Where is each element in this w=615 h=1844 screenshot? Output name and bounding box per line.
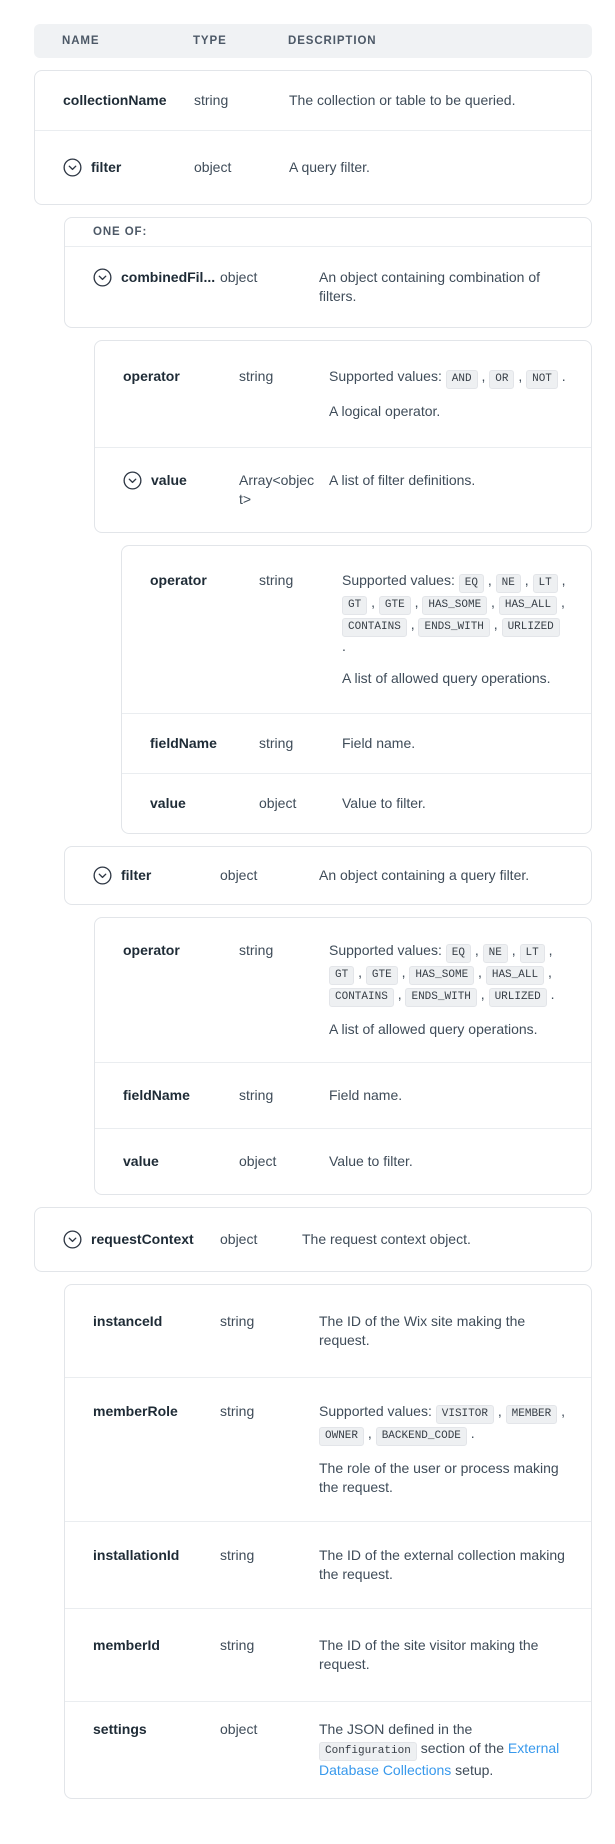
code-badge: OR <box>489 370 514 389</box>
field-name-cell <box>123 1152 239 1171</box>
chevron-down-circle-icon <box>123 471 142 490</box>
code-badge: CONTAINS <box>342 618 407 637</box>
row-filter-option <box>65 847 591 904</box>
field-name: operator <box>123 368 180 384</box>
column-header-type: TYPE <box>193 35 227 47</box>
code-badge: BACKEND_CODE <box>376 1427 467 1446</box>
field-name-cell <box>93 268 220 287</box>
external-database-collections-link[interactable]: External Database Collections <box>319 1740 560 1778</box>
field-name: value <box>151 472 187 488</box>
request-context-box <box>34 1207 592 1272</box>
field-name-cell <box>123 941 239 960</box>
code-badge: ENDS_WITH <box>405 988 476 1007</box>
row-memberRole <box>65 1377 591 1521</box>
field-name-cell <box>150 571 259 590</box>
field-name: combinedFil... <box>121 269 216 285</box>
field-description: An object containing combination of filters. <box>319 269 541 304</box>
field-name-cell <box>150 794 259 813</box>
field-name: value <box>150 795 186 811</box>
chevron-down-circle-icon <box>63 1230 82 1249</box>
field-description: A query filter. <box>289 159 370 175</box>
field-type: object <box>239 1153 277 1169</box>
field-description: Value to filter. <box>329 1153 413 1169</box>
field-type: object <box>194 159 232 175</box>
row-operator <box>95 918 591 1062</box>
code-badge: AND <box>446 370 478 389</box>
field-name-cell <box>93 1636 220 1655</box>
code-badge: EQ <box>446 944 471 963</box>
filter-children-box <box>94 917 592 1195</box>
code-badge: NE <box>496 574 521 593</box>
field-name: value <box>123 1153 159 1169</box>
field-name-cell <box>93 1720 220 1739</box>
field-name-cell <box>93 866 220 885</box>
field-type: string <box>259 735 294 751</box>
field-name-cell <box>93 1402 220 1421</box>
code-badge: URLIZED <box>489 988 547 1007</box>
row-fieldName <box>95 1062 591 1128</box>
expand-toggle-button[interactable] <box>93 268 112 287</box>
field-description: Value to filter. <box>342 795 426 811</box>
field-type: string <box>220 1547 255 1563</box>
value-children-box <box>121 545 592 834</box>
code-badge: EQ <box>459 574 484 593</box>
row-operator <box>122 546 591 713</box>
chevron-down-circle-icon <box>93 268 112 287</box>
expand-toggle-button[interactable] <box>123 471 142 490</box>
table-header-row <box>34 24 592 58</box>
field-description: The ID of the Wix site making the request. <box>319 1313 526 1348</box>
code-badge: GTE <box>379 596 411 615</box>
expand-toggle-button[interactable] <box>63 158 82 177</box>
field-name-cell <box>123 471 239 490</box>
field-type: string <box>220 1637 255 1653</box>
field-name: operator <box>150 572 207 588</box>
code-badge: MEMBER <box>506 1405 558 1424</box>
code-badge: LT <box>533 574 558 593</box>
row-filter <box>35 130 591 204</box>
field-description: Supported values: VISITOR , MEMBER , OWNER , BACKEND_CODE . The role of the user or process making the request. <box>319 1403 566 1495</box>
code-badge: NE <box>483 944 508 963</box>
field-name: memberRole <box>93 1403 178 1419</box>
chevron-down-circle-icon <box>63 158 82 177</box>
row-value <box>95 447 591 532</box>
code-badge: NOT <box>526 370 558 389</box>
code-badge: URLIZED <box>502 618 560 637</box>
field-type: object <box>220 867 258 883</box>
code-badge: GTE <box>366 966 398 985</box>
code-badge: VISITOR <box>436 1405 494 1424</box>
combined-filter-children-box <box>94 340 592 533</box>
field-name: operator <box>123 942 180 958</box>
row-settings <box>65 1701 591 1798</box>
field-name-cell <box>63 158 194 177</box>
row-requestContext <box>35 1208 591 1271</box>
code-badge: HAS_ALL <box>486 966 544 985</box>
code-badge: Configuration <box>319 1742 417 1761</box>
row-operator <box>95 341 591 447</box>
field-name: filter <box>121 867 152 883</box>
code-badge: LT <box>520 944 545 963</box>
field-description: The ID of the external collection making the request. <box>319 1547 565 1582</box>
field-description: Supported values: AND , OR , NOT . A logical operator. <box>329 368 566 419</box>
field-name: memberId <box>93 1637 160 1653</box>
field-description: Field name. <box>342 735 416 751</box>
field-description: Field name. <box>329 1087 403 1103</box>
field-description: The JSON defined in the Configuration section of the External Database Collections setup. <box>319 1721 560 1778</box>
field-name: instanceId <box>93 1313 163 1329</box>
field-type: string <box>239 942 274 958</box>
field-name: fieldName <box>150 735 217 751</box>
field-type: string <box>194 92 229 108</box>
field-description: Supported values: EQ , NE , LT , GT , GTE , HAS_SOME , HAS_ALL , CONTAINS , ENDS_WITH , URLIZED . A list of allowed query operations. <box>342 572 566 686</box>
filter-option-box <box>64 846 592 905</box>
code-badge: GT <box>329 966 354 985</box>
one-of-box <box>64 217 592 328</box>
row-combinedFilter <box>65 247 591 327</box>
row-collectionName <box>35 71 591 130</box>
field-name-cell <box>93 1312 220 1331</box>
field-name-cell <box>150 734 259 753</box>
field-name-cell <box>123 1086 239 1105</box>
code-badge: HAS_SOME <box>409 966 474 985</box>
chevron-down-circle-icon <box>93 866 112 885</box>
expand-toggle-button[interactable] <box>63 1230 82 1249</box>
code-badge: OWNER <box>319 1427 364 1446</box>
column-header-name: NAME <box>62 35 100 47</box>
row-value <box>95 1128 591 1194</box>
row-fieldName <box>122 713 591 773</box>
code-badge: HAS_SOME <box>422 596 487 615</box>
code-badge: ENDS_WITH <box>418 618 489 637</box>
expand-toggle-button[interactable] <box>93 866 112 885</box>
field-name: filter <box>91 159 122 175</box>
field-name: installationId <box>93 1547 180 1563</box>
field-description: An object containing a query filter. <box>319 867 530 883</box>
field-name: requestContext <box>91 1231 194 1247</box>
row-instanceId <box>65 1285 591 1377</box>
row-value <box>122 773 591 833</box>
field-description: A list of filter definitions. <box>329 472 476 488</box>
field-description: The request context object. <box>302 1231 471 1247</box>
field-type: string <box>220 1313 255 1329</box>
field-type: Array<object> <box>239 472 315 507</box>
field-type: object <box>220 1231 258 1247</box>
column-header-description: DESCRIPTION <box>288 35 377 47</box>
code-badge: CONTAINS <box>329 988 394 1007</box>
field-description: Supported values: EQ , NE , LT , GT , GTE , HAS_SOME , HAS_ALL , CONTAINS , ENDS_WITH , URLIZED . A list of allowed query operations. <box>329 942 555 1037</box>
field-name: collectionName <box>63 92 167 108</box>
field-name-cell <box>123 367 239 386</box>
field-name: fieldName <box>123 1087 190 1103</box>
field-name-cell <box>63 1230 220 1249</box>
field-type: string <box>239 368 274 384</box>
field-type: object <box>220 269 258 285</box>
request-context-children-box <box>64 1284 592 1799</box>
field-type: string <box>259 572 294 588</box>
one-of-label: ONE OF: <box>65 218 591 247</box>
code-badge: HAS_ALL <box>499 596 557 615</box>
row-installationId <box>65 1521 591 1608</box>
field-type: object <box>220 1721 258 1737</box>
field-description: The ID of the site visitor making the request. <box>319 1637 539 1672</box>
field-name-cell <box>93 1546 220 1565</box>
field-description: The collection or table to be queried. <box>289 92 516 108</box>
field-type: string <box>220 1403 255 1419</box>
field-name: settings <box>93 1721 147 1737</box>
row-memberId <box>65 1608 591 1701</box>
root-params-box <box>34 70 592 205</box>
field-type: string <box>239 1087 274 1103</box>
field-type: object <box>259 795 297 811</box>
field-name-cell <box>63 91 194 110</box>
code-badge: GT <box>342 596 367 615</box>
